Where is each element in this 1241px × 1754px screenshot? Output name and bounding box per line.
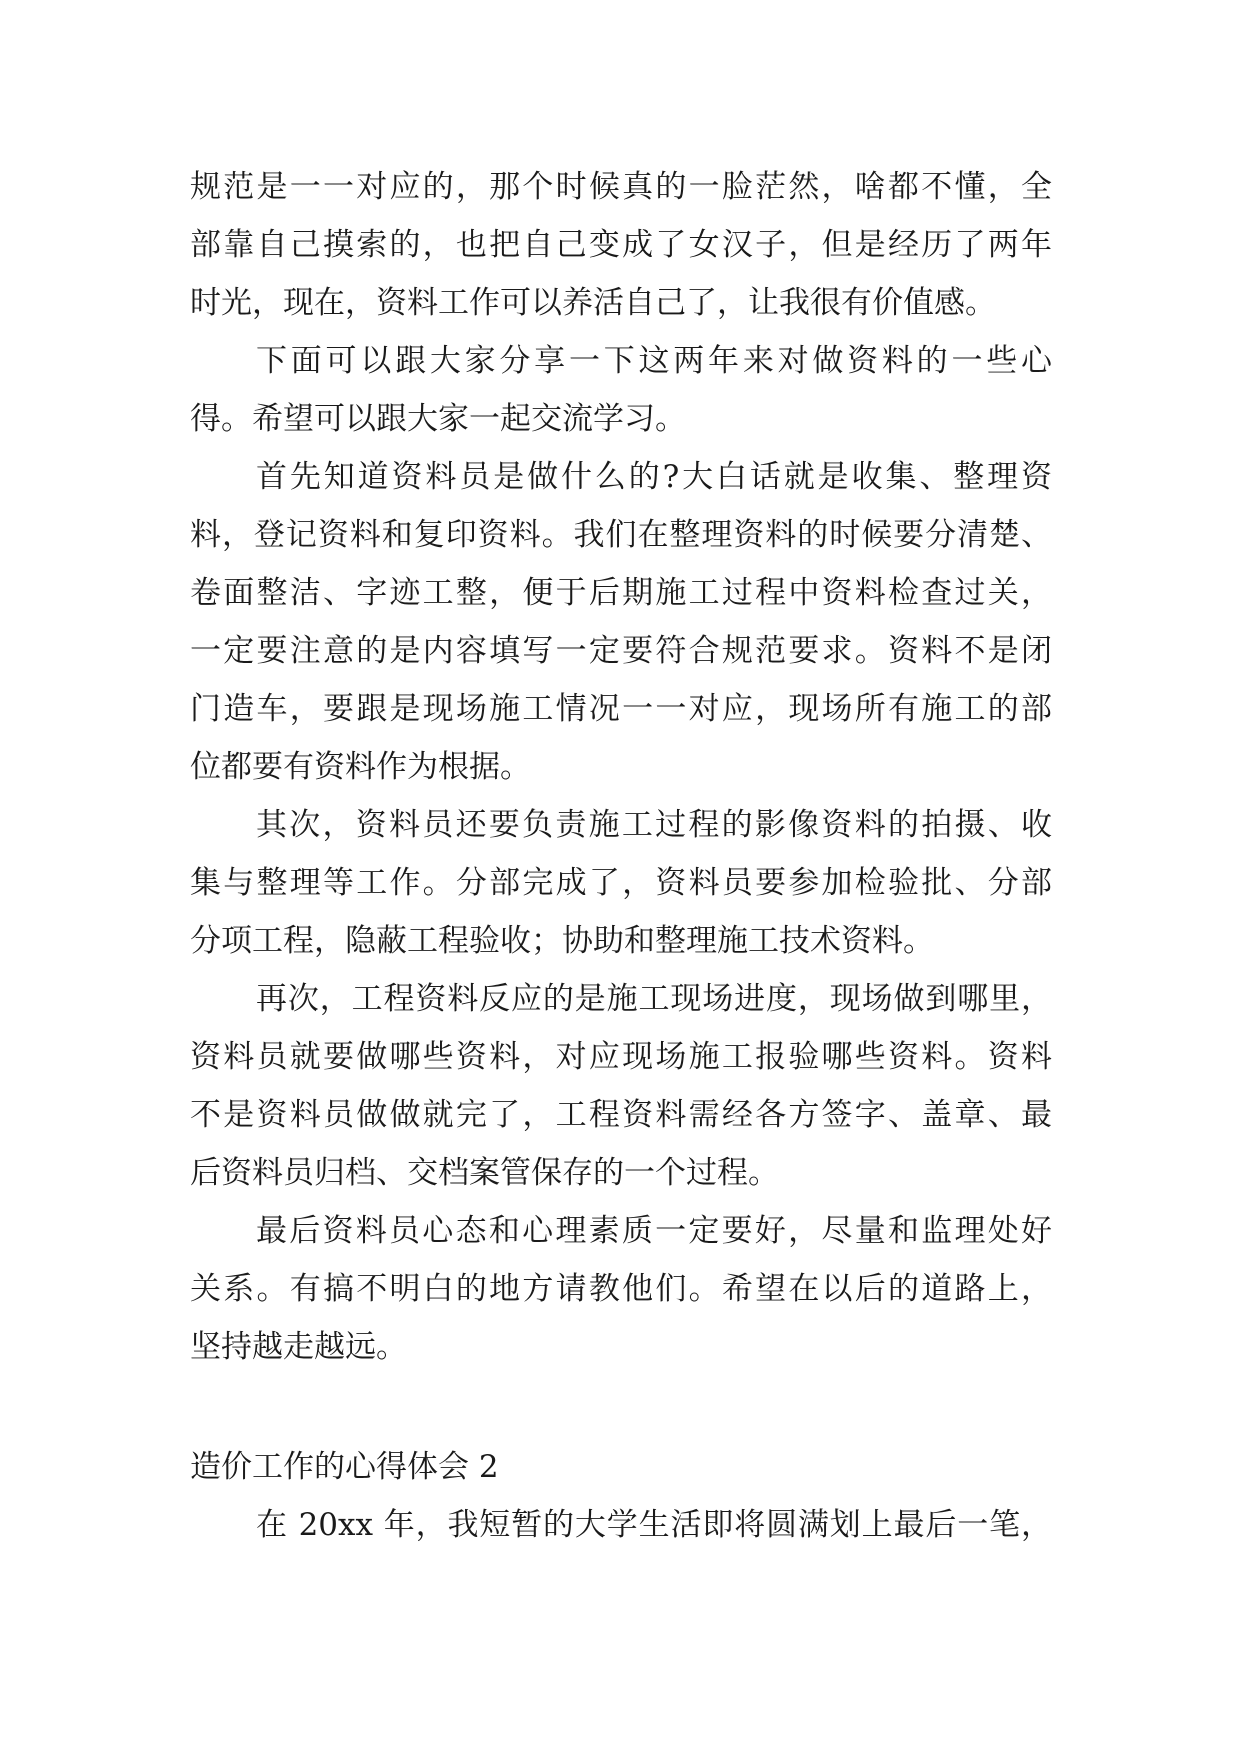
text-line: 分项工程，隐蔽工程验收；协助和整理施工技术资料。 — [190, 923, 934, 959]
text-line: 资料员就要做哪些资料，对应现场施工报验哪些资料。资料 — [190, 1039, 1052, 1075]
paragraph — [190, 1202, 1052, 1376]
text-line: 坚持越走越远。 — [190, 1329, 407, 1365]
text-line: 不是资料员做做就完了，工程资料需经各方签字、盖章、最 — [190, 1097, 1052, 1133]
text-line: 得。希望可以跟大家一起交流学习。 — [190, 401, 686, 437]
text-line: 一定要注意的是内容填写一定要符合规范要求。资料不是闭 — [190, 633, 1052, 669]
paragraph — [190, 970, 1052, 1202]
document-body — [190, 158, 1052, 1554]
text-line: 料，登记资料和复印资料。我们在整理资料的时候要分清楚、 — [190, 517, 1052, 553]
paragraph — [190, 332, 1052, 448]
text-line: 最后资料员心态和心理素质一定要好，尽量和监理处好 — [256, 1213, 1052, 1249]
text-line: 在 20xx 年，我短暂的大学生活即将圆满划上最后一笔， — [256, 1507, 1052, 1543]
text-line: 关系。有搞不明白的地方请教他们。希望在以后的道路上， — [190, 1271, 1052, 1307]
paragraph — [190, 158, 1052, 332]
text-line: 门造车，要跟是现场施工情况一一对应，现场所有施工的部 — [190, 691, 1052, 727]
section-spacer — [190, 1376, 1052, 1438]
text-line: 再次，工程资料反应的是施工现场进度，现场做到哪里， — [256, 981, 1052, 1017]
paragraph — [190, 1496, 1052, 1554]
section-title: 造价工作的心得体会 2 — [190, 1449, 499, 1485]
text-line: 后资料员归档、交档案管保存的一个过程。 — [190, 1155, 779, 1191]
paragraph — [190, 448, 1052, 796]
text-line: 部靠自己摸索的，也把自己变成了女汉子，但是经历了两年 — [190, 227, 1052, 263]
paragraph — [190, 796, 1052, 970]
text-line: 规范是一一对应的，那个时候真的一脸茫然，啥都不懂，全 — [190, 169, 1052, 205]
text-line: 时光，现在，资料工作可以养活自己了，让我很有价值感。 — [190, 285, 996, 321]
text-line: 集与整理等工作。分部完成了，资料员要参加检验批、分部 — [190, 865, 1052, 901]
text-line: 下面可以跟大家分享一下这两年来对做资料的一些心 — [256, 343, 1052, 379]
text-line: 位都要有资料作为根据。 — [190, 749, 531, 785]
text-line: 首先知道资料员是做什么的?大白话就是收集、整理资 — [256, 459, 1052, 495]
text-line: 其次，资料员还要负责施工过程的影像资料的拍摄、收 — [256, 807, 1052, 843]
text-line: 卷面整洁、字迹工整，便于后期施工过程中资料检查过关， — [190, 575, 1052, 611]
